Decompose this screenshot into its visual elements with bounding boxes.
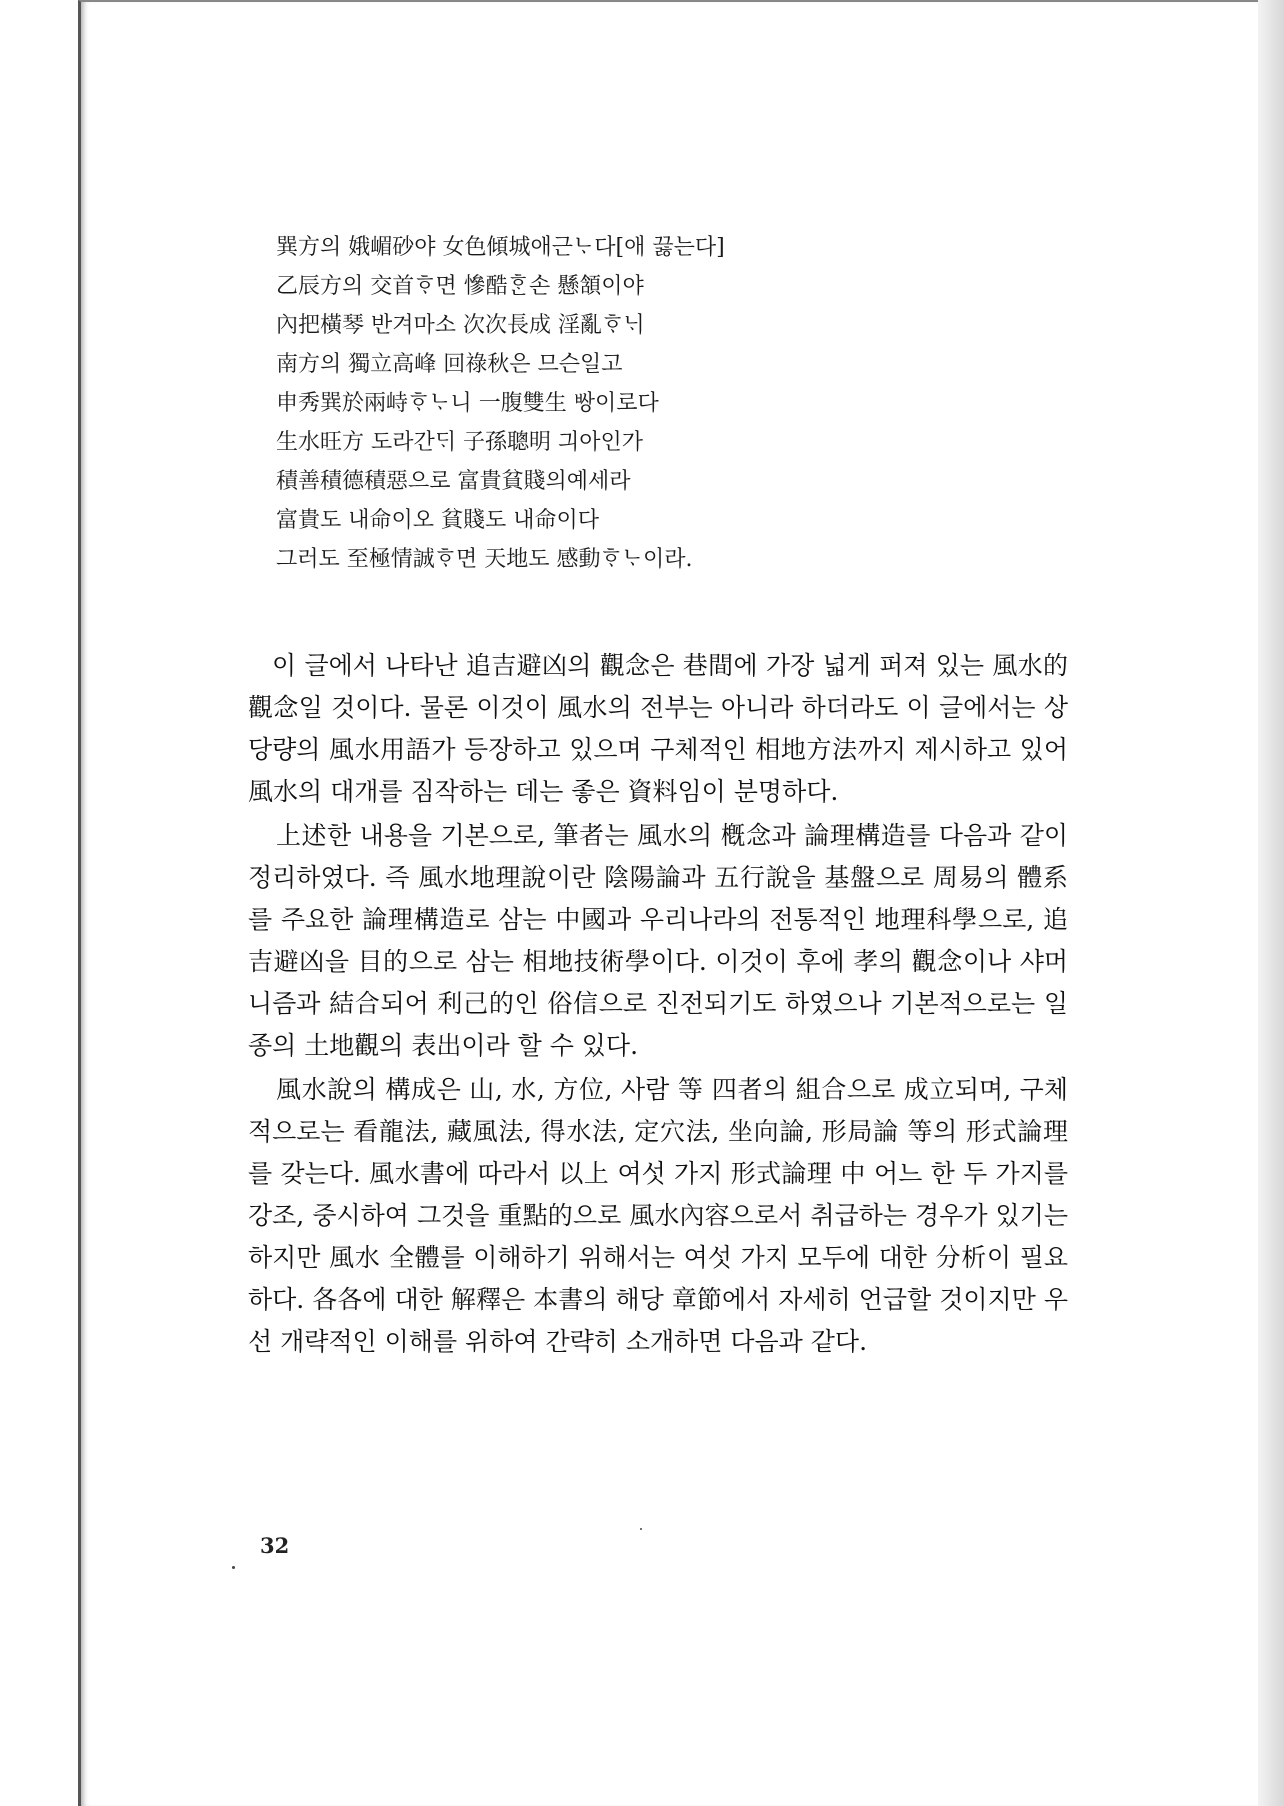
verse-line: 南方의 獨立高峰 回祿秋은 므슨일고 <box>276 352 623 377</box>
scan-speck <box>640 1528 642 1530</box>
page-number: 32 <box>260 1533 290 1558</box>
scan-speck <box>232 1566 235 1569</box>
verse-line: 그러도 至極情誠ᄒᆞ면 天地도 感動ᄒᆞᄂᆞ이라. <box>276 547 693 572</box>
verse-line: 內把橫琴 반겨마소 次次長成 淫亂ᄒᆞᄂᆡ <box>276 313 645 338</box>
verse-line: 巽方의 娥嵋砂야 女色傾城애근ᄂᆞ다[애 끓는다] <box>276 235 725 260</box>
paragraph-1: 이 글에서 나타난 追吉避凶의 觀念은 巷間에 가장 넓게 퍼져 있는 風水的 觀念일 것이다. 물론 이것이 風水의 전부는 아니라 하더라도 이 글에서는 상당량의 風水用語가 등장하고 있으며 구체적인 相地方法까지 제시하고 있어 風水의 대개를 짐작하는 데는 좋은 資料임이 분명하다. <box>248 651 1068 806</box>
verse-line: 富貴도 내命이오 貧賤도 내命이다 <box>276 508 599 533</box>
body-text <box>248 645 1068 1365</box>
verse-line: 積善積德積惡으로 富貴貧賤의예세라 <box>276 469 631 494</box>
verse-line: 乙辰方의 交首ᄒᆞ면 慘酷ᄒᆞᆫ손 懸頷이야 <box>276 274 644 299</box>
verse-line: 申秀巽於兩峙ᄒᆞᄂᆞ니 一腹雙生 ᄡᅡᆼ이로다 <box>276 391 659 416</box>
paragraph-2: 上述한 내용을 기본으로, 筆者는 風水의 槪念과 論理構造를 다음과 같이 정리하였다. 즉 風水地理說이란 陰陽論과 五行說을 基盤으로 周易의 體系를 주요한 論理構造로 삼는 中國과 우리나라의 전통적인 地理科學으로, 追吉避凶을 目的으로 삼는 相地技術學이다. 이것이 후에 孝의 觀念이나 샤머니즘과 結合되어 利己的인 俗信으로 진전되기도 하였으나 기본적으로는 일종의 土地觀의 表出이라 할 수 있다. <box>248 821 1068 1060</box>
verse-block <box>276 228 976 579</box>
verse-line: 生水旺方 도라간ᄃᆡ 子孫聰明 긔아인가 <box>276 430 643 455</box>
paragraph-3: 風水說의 構成은 山, 水, 方位, 사람 等 四者의 組合으로 成立되며, 구체적으로는 看龍法, 藏風法, 得水法, 定穴法, 坐向論, 形局論 等의 形式論理를 갖는다. 風水書에 따라서 以上 여섯 가지 形式論理 中 어느 한 두 가지를 강조, 중시하여 그것을 重點的으로 風水內容으로서 취급하는 경우가 있기는 하지만 風水 全體를 이해하기 위해서는 여섯 가지 모두에 대한 分析이 필요하다. 各各에 대한 解釋은 本書의 해당 章節에서 자세히 언급할 것이지만 우선 개략적인 이해를 위하여 간략히 소개하면 다음과 같다. <box>248 1075 1068 1356</box>
page-edge-shadow <box>1258 0 1284 1806</box>
